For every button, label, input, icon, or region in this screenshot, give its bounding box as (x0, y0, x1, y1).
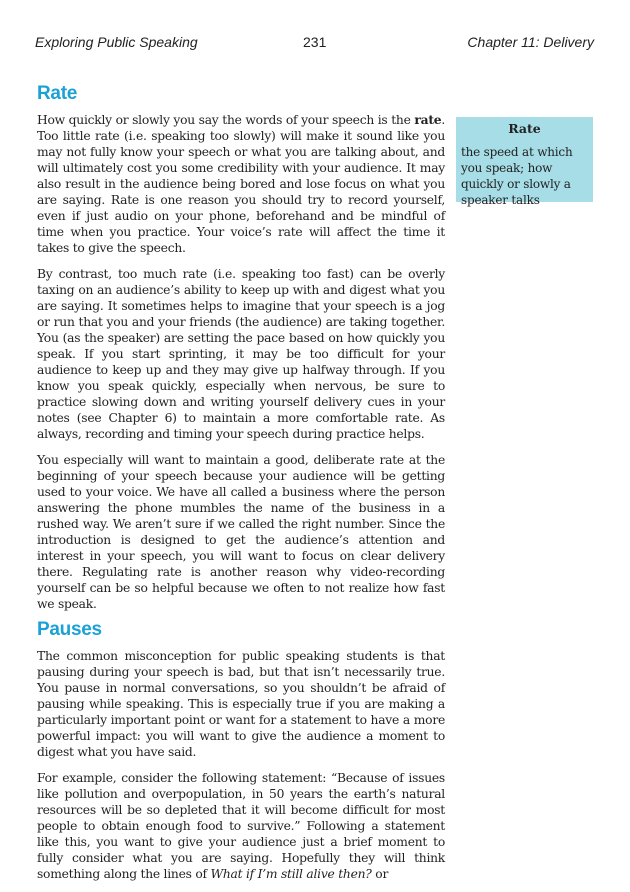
rate-paragraph-2: By contrast, too much rate (i.e. speaking too fast) can be overly taxing on an audience’s ability to keep up with and digest what you are saying. It sometimes helps to imagine that your speech is a jog or run that you and your friends (the audience) are taking together. You (as the speaker) are setting the pace based on how quickly you speak. If you start sprinting, it may be too difficult for your audience to keep up and they may give up halfway through. If you know you speak quickly, especially when nervous, be sure to practice slowing down and writing yourself delivery cues in your notes (see Chapter 6) to maintain a more comfortable rate. As always, recording and timing your speech during practice helps. (37, 267, 445, 441)
rate-heading: Rate (37, 83, 77, 104)
rate-key-term: rate (414, 112, 442, 127)
pauses-paragraph-2: For example, consider the following statement: “Because of issues like pollution and overpopulation, in 50 years the earth’s natural resources will be so depleted that it will become difficult for most people to obtain enough food to survive.” Following a statement like this, you want to give your audience just a brief moment to fully consider what you are saying. Hopefully they will think something along the lines of What if I’m still alive then? or (37, 771, 445, 881)
pauses-paragraph-1: The common misconception for public speaking students is that pausing during your speech is bad, but that isn’t necessarily true. You pause in normal conversations, so you shouldn’t be afraid of pausing while speaking. This is especially true if you are making a particularly important point or want for a statement to have a more powerful impact: you will want to give the audience a moment to digest what you have said. (37, 649, 445, 759)
main-text (37, 83, 445, 892)
page-number: 231 (303, 34, 327, 50)
book-title: Exploring Public Speaking (35, 34, 198, 50)
sidebar-term: Rate (508, 121, 541, 136)
definition-sidebar (456, 117, 593, 207)
chapter-title: Chapter 11: Delivery (467, 34, 594, 50)
running-header (35, 34, 594, 56)
rate-paragraph-1: How quickly or slowly you say the words of your speech is the rate. Too little rate (i.e. speaking too slowly) will make it sound like you may not fully know your speech or what you are talking about, and will ultimately cost you some credibility with your audience. It may also result in the audience being bored and lose focus on what you are saying. Rate is one reason you should try to record yourself, even if just audio on your phone, beforehand and be mindful of time when you practice. Your voice’s rate will affect the time it takes to give the speech. (37, 112, 445, 255)
sidebar-definition: the speed at which you speak; how quickly or slowly a speaker talks (461, 145, 573, 207)
pauses-heading: Pauses (37, 619, 102, 640)
rate-paragraph-3: You especially will want to maintain a good, deliberate rate at the beginning of your speech because your audience will be getting used to your voice. We have all called a business where the person answering the phone mumbles the name of the business in a rushed way. We aren’t sure if we called the right number. Since the introduction is designed to get the audience’s attention and interest in your speech, you will want to focus on clear delivery there. Regulating rate is another reason why video-recording yourself can be so helpful because we often to not realize how fast we speak. (37, 453, 445, 611)
italic-question: What if I’m still alive then? (210, 867, 372, 881)
